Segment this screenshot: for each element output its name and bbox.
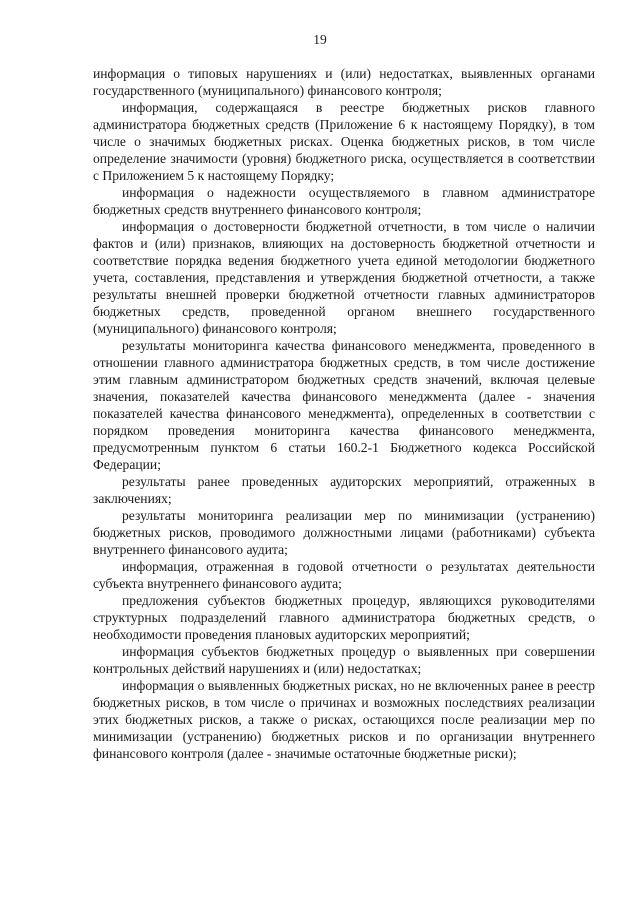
- paragraph-typical-violations: информация о типовых нарушениях и (или) недостатках, выявленных органами государственного (муниципального) финансового контроля;: [93, 66, 595, 98]
- paragraph-annual-report: информация, отраженная в годовой отчетности о результатах деятельности субъекта внутреннего финансового аудита;: [93, 559, 595, 591]
- paragraph-control-reliability: информация о надежности осуществляемого в главном администраторе бюджетных средств внутреннего финансового контроля;: [93, 185, 595, 217]
- page-number: 19: [313, 32, 327, 47]
- paragraph-previous-audits: результаты ранее проведенных аудиторских мероприятий, отраженных в заключениях;: [93, 474, 595, 506]
- document-body: [93, 65, 595, 762]
- paragraph-financial-management-monitoring: результаты мониторинга качества финансового менеджмента, проведенного в отношении главного администратора бюджетных средств, в том числе достижение этим главным администратором бюджетных средств значений, включая целевые значения, показателей качества финансового менеджмента (далее - значения показателей качества финансового менеджмента), определенных в соответствии с порядком проведения мониторинга качества финансового менеджмента, предусмотренным пунктом 6 статьи 160.2-1 Бюджетного кодекса Российской Федерации;: [93, 338, 595, 472]
- paragraph-residual-risks: информация о выявленных бюджетных рисках, но не включенных ранее в реестр бюджетных рисков, в том числе о причинах и возможных последствиях реализации этих бюджетных рисков, а также о рисках, остающихся после реализации мер по минимизации (устранению) бюджетных рисков и по организации внутреннего финансового контроля (далее - значимые остаточные бюджетные риски);: [93, 678, 595, 761]
- paragraph-reporting-reliability: информация о достоверности бюджетной отчетности, в том числе о наличии фактов и (или) признаков, влияющих на достоверность бюджетной отчетности и соответствие порядка ведения бюджетного учета единой методологии бюджетного учета, составления, представления и утверждения бюджетной отчетности, а также результаты внешней проверки бюджетной отчетности главных администраторов бюджетных средств, проведенной органом внешнего государственного (муниципального) финансового контроля;: [93, 219, 595, 336]
- paragraph-risk-mitigation-monitoring: результаты мониторинга реализации мер по минимизации (устранению) бюджетных рисков, проводимого должностными лицами (работниками) субъекта внутреннего финансового аудита;: [93, 508, 595, 557]
- paragraph-control-violations: информация субъектов бюджетных процедур о выявленных при совершении контрольных действий нарушениях и (или) недостатках;: [93, 644, 595, 676]
- paragraph-risk-register: информация, содержащаяся в реестре бюджетных рисков главного администратора бюджетных средств (Приложение 6 к настоящему Порядку), в том числе о значимых бюджетных рисках. Оценка бюджетных рисков, в том числе определение значимости (уровня) бюджетного риска, осуществляется в соответствии с Приложением 5 к настоящему Порядку;: [93, 100, 595, 183]
- paragraph-proposals: предложения субъектов бюджетных процедур, являющихся руководителями структурных подразделений главного администратора бюджетных средств, о необходимости проведения плановых аудиторских мероприятий;: [93, 593, 595, 642]
